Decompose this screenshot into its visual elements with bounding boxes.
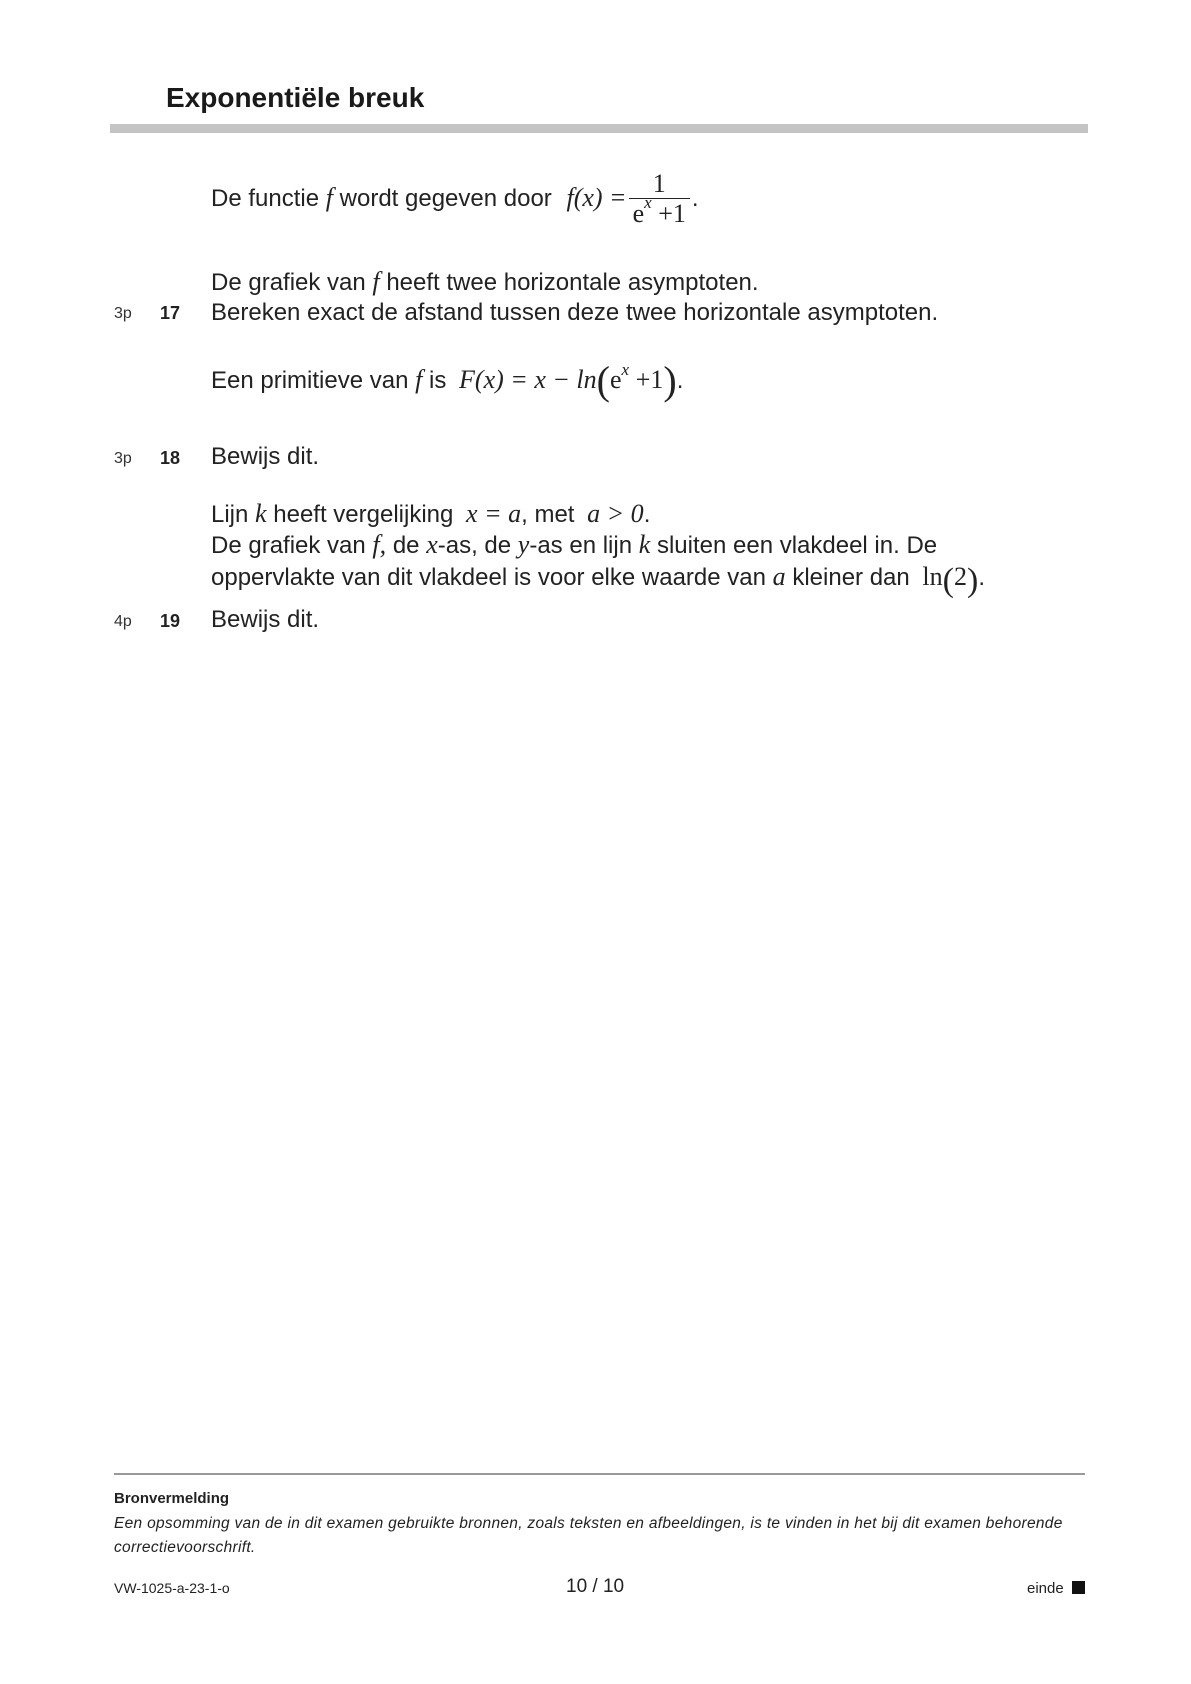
intro-text-1: De functie xyxy=(211,184,320,212)
section-title: Exponentiële breuk xyxy=(166,82,425,113)
end-label: einde xyxy=(1027,1580,1064,1597)
graf-text-1: De grafiek van xyxy=(211,532,366,559)
equation-x-eq-a: x = a xyxy=(466,499,522,528)
graf-text-2: de xyxy=(392,532,420,559)
lijn-text-2: heeft vergelijking xyxy=(273,501,454,528)
q18-number: 18 xyxy=(160,448,181,468)
asymptote-sentence xyxy=(211,266,759,299)
fraction-denominator xyxy=(629,193,690,229)
ln-argument: 2 xyxy=(953,562,967,591)
source-heading: Bronvermelding xyxy=(114,1490,230,1507)
intro-text-2: wordt gegeven door xyxy=(339,184,552,212)
graf-k: k xyxy=(638,530,651,559)
end-square-icon xyxy=(1072,1581,1085,1594)
intro-period: . xyxy=(691,184,699,212)
opp-a: a xyxy=(772,562,786,591)
line-k-sentence xyxy=(211,498,650,531)
asym-text-1: De grafiek van xyxy=(211,269,366,296)
area-sentence xyxy=(211,561,985,599)
den-rest: +1 xyxy=(658,199,686,228)
end-marker xyxy=(1027,1580,1085,1597)
q19-text: Bewijs dit. xyxy=(211,606,320,633)
graf-y: y xyxy=(517,530,530,559)
prim-f: f xyxy=(415,365,423,394)
opp-text-1: oppervlakte van dit vlakdeel is voor elke waarde van xyxy=(211,564,766,591)
function-definition xyxy=(211,170,699,229)
ln-close-paren: ) xyxy=(966,562,979,599)
opp-period: . xyxy=(978,564,985,591)
prim-text-1: Een primitieve van xyxy=(211,367,409,394)
lijn-period: . xyxy=(643,501,651,528)
formula-lhs: f(x) = xyxy=(566,182,627,212)
asym-f: f xyxy=(372,267,380,296)
prim-period: . xyxy=(676,367,684,394)
prim-text-2: is xyxy=(429,367,447,394)
intro-f: f xyxy=(325,182,333,212)
q19-number: 19 xyxy=(160,611,181,631)
open-paren: ( xyxy=(596,358,610,403)
prim-exponent: x xyxy=(621,360,630,379)
q18-points: 3p xyxy=(114,450,132,467)
lijn-text-1: Lijn xyxy=(211,501,249,528)
q17-number: 17 xyxy=(160,303,181,323)
q18-text: Bewijs dit. xyxy=(211,443,320,470)
q19-points: 4p xyxy=(114,613,132,630)
fraction xyxy=(629,170,690,229)
asym-text-2: heeft twee horizontale asymptoten. xyxy=(386,269,759,296)
equation-a-gt-0: a > 0 xyxy=(587,499,644,528)
page-number: 10 / 10 xyxy=(566,1576,625,1597)
lijn-text-3: , met xyxy=(521,501,575,528)
primitive-sentence xyxy=(211,358,684,403)
q17-text: Bereken exact de afstand tussen deze twee horizontale asymptoten. xyxy=(211,299,939,326)
graf-text-5: sluiten een vlakdeel in. De xyxy=(656,532,938,559)
primitive-formula: F(x) = x − ln xyxy=(459,365,597,394)
den-base: e xyxy=(632,199,645,228)
fraction-numerator: 1 xyxy=(629,170,690,199)
opp-text-2: kleiner dan xyxy=(792,564,910,591)
graf-f: f, xyxy=(372,530,387,559)
lijn-k: k xyxy=(255,499,267,528)
den-exponent: x xyxy=(644,193,652,213)
graf-text-3: -as, de xyxy=(437,532,512,559)
close-paren: ) xyxy=(663,358,677,403)
prim-base: e xyxy=(609,365,622,394)
ln-function: ln xyxy=(922,562,943,591)
q17-points: 3p xyxy=(114,305,132,322)
footer-divider xyxy=(114,1473,1085,1475)
graf-text-4: -as en lijn xyxy=(529,532,633,559)
graf-x: x xyxy=(426,530,438,559)
prim-rest: +1 xyxy=(635,365,664,394)
source-text: Een opsomming van de in dit examen gebruikte bronnen, zoals teksten en afbeeldingen, is te vinden in het bij dit examen behorende correctievoorschrift. xyxy=(114,1515,1063,1556)
graph-sentence xyxy=(211,529,937,562)
exam-code: VW-1025-a-23-1-o xyxy=(114,1580,230,1596)
ln-open-paren: ( xyxy=(942,562,954,599)
title-divider xyxy=(110,124,1088,133)
